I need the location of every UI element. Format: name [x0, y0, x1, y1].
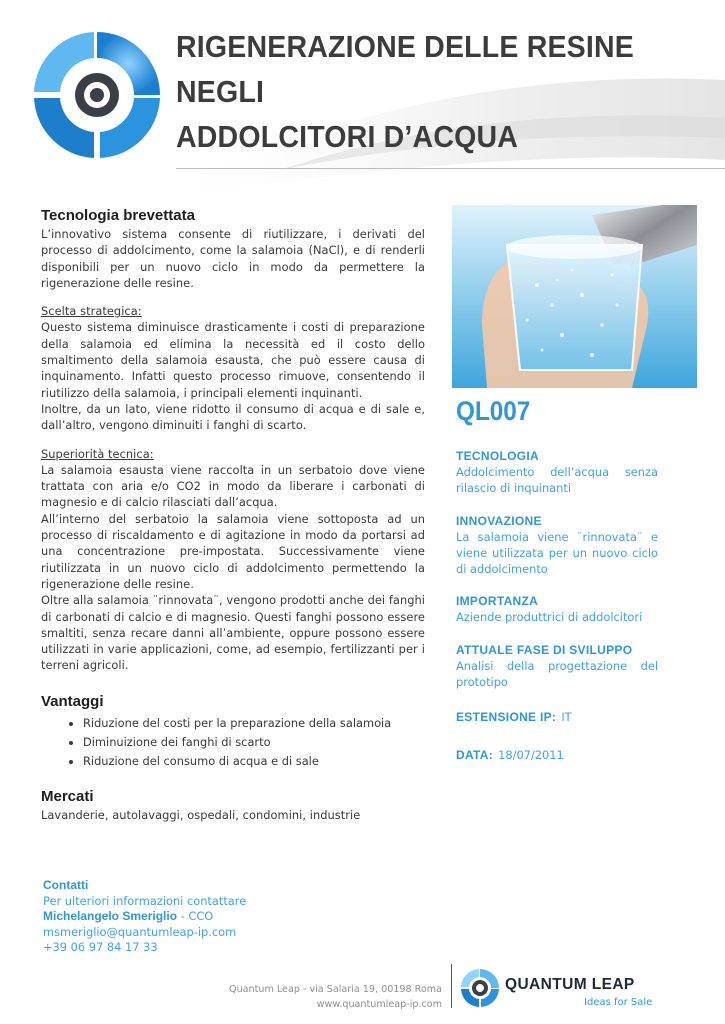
title-line-2: ADDOLCITORI D’ACQUA — [176, 119, 519, 154]
list-item: • Diminuizione dei fanghi di scarto — [83, 733, 425, 752]
quantum-leap-emblem — [30, 28, 165, 163]
list-item: • Riduzione del consumo di acqua e di sale — [83, 752, 425, 771]
quantum-leap-logo-icon — [460, 968, 500, 1008]
technology-value: Addolcimento dell’acqua senza rilascio di inquinanti — [456, 465, 658, 496]
date-value: 18/07/2011 — [498, 747, 564, 762]
superiority-text-3: Oltre alla salamoia ¨rinnovata¨, vengono prodotti anche dei fanghi di carbonati di calcio e di magnesio. Questi fanghi possono essere smaltiti, senza recare danni all’ambiente, oppure possono essere utilizzati in varie applicazioni, come, ad esempio, fertilizzanti per i terreni agricoli. — [41, 593, 425, 673]
strategy-label: Scelta strategica: — [41, 304, 142, 319]
contact-name: Michelangelo Smeriglio — [43, 909, 178, 923]
markets-text: Lavanderie, autolavaggi, ospedali, condomini, industrie — [41, 807, 361, 822]
date-label: DATA: — [456, 747, 494, 762]
advantages-list — [41, 714, 425, 771]
importance-value: Aziende produttrici di addolcitori — [456, 610, 643, 625]
innovation-label: INNOVAZIONE — [456, 513, 542, 528]
footer-address-block — [200, 982, 442, 1012]
phase-value: Analisi della progettazione del prototipo — [456, 658, 658, 690]
importance-label: IMPORTANZA — [456, 594, 539, 609]
project-code: QL007 — [456, 396, 531, 426]
phase-label: ATTUALE FASE DI SVILUPPO — [456, 642, 633, 657]
technology-label: TECNOLOGIA — [456, 449, 539, 463]
technology-text: L’innovativo sistema consente di riutilizzare, i derivati del processo di addolcimento, come la salamoia (NaCl), e di renderli disponibili per un nuovo ciclo in modo da permettere la rigenerazione delle resine. — [41, 227, 425, 290]
contacts-intro: Per ulteriori informazioni contattare — [43, 893, 247, 908]
ip-value: IT — [561, 710, 572, 725]
contact-phone: +39 06 97 84 17 33 — [43, 940, 158, 954]
title-line-1: RIGENERAZIONE DELLE RESINE NEGLI — [176, 29, 634, 109]
list-item: • Riduzione del costi per la preparazione della salamoia — [83, 714, 425, 733]
innovation-value: La salamoia viene ¨rinnovata¨ e viene utilizzata per un nuovo ciclo di addolcimento — [456, 529, 658, 577]
footer-address: Quantum Leap - via Salaria 19, 00198 Roma — [229, 984, 442, 995]
footer-divider — [451, 964, 452, 1008]
main-column — [41, 206, 425, 823]
info-column — [456, 448, 658, 779]
strategy-text-2: Inoltre, da un lato, viene ridotto il consumo di acqua e di sale e, dall’altro, vengono diminuiti i fanghi di scarto. — [41, 401, 425, 433]
contact-role: - CCO — [177, 909, 214, 923]
contacts-block — [43, 878, 323, 956]
brand-tagline: Ideas for Sale — [584, 997, 653, 1008]
markets-heading: Mercati — [41, 787, 94, 805]
technology-heading: Tecnologia brevettata — [41, 207, 195, 224]
superiority-label: Superiorità tecnica: — [41, 446, 154, 461]
strategy-text-1: Questo sistema diminuisce drasticamente i costi di preparazione della salamoia ed elimina la necessità ed il costo dello smaltimento della salamoia esausta, che può essere causa di inquinamento. Infatti questo processo rimuove, consentendo il riutilizzo della salamoia, i principali elementi inquinanti. — [41, 320, 425, 400]
contacts-heading: Contatti — [43, 878, 89, 892]
advantages-heading: Vantaggi — [41, 692, 104, 710]
ip-label: ESTENSIONE IP: — [456, 710, 557, 725]
brand-name: QUANTUM LEAP — [505, 976, 635, 993]
title-divider — [176, 168, 725, 169]
page-title — [176, 24, 673, 159]
footer-website[interactable]: www.quantumleap-ip.com — [316, 999, 442, 1010]
contact-email[interactable]: msmeriglio@quantumleap-ip.com — [43, 924, 237, 939]
superiority-text-2: All’interno del serbatoio la salamoia viene sottoposta ad un processo di riscaldamento e di agitazione in modo da portarsi ad una concentrazione pre-impostata. Successivamente viene riutilizzata in un nuovo ciclo di addolcimento permettendo la rigenerazione delle resine. — [41, 511, 425, 591]
water-glass-photo — [452, 205, 697, 388]
superiority-text-1: La salamoia esausta viene raccolta in un serbatoio dove viene trattata con aria e/o CO2 in modo da liberare i carbonati di magnesio e di calcio rilasciati dall’acqua. — [41, 462, 425, 510]
